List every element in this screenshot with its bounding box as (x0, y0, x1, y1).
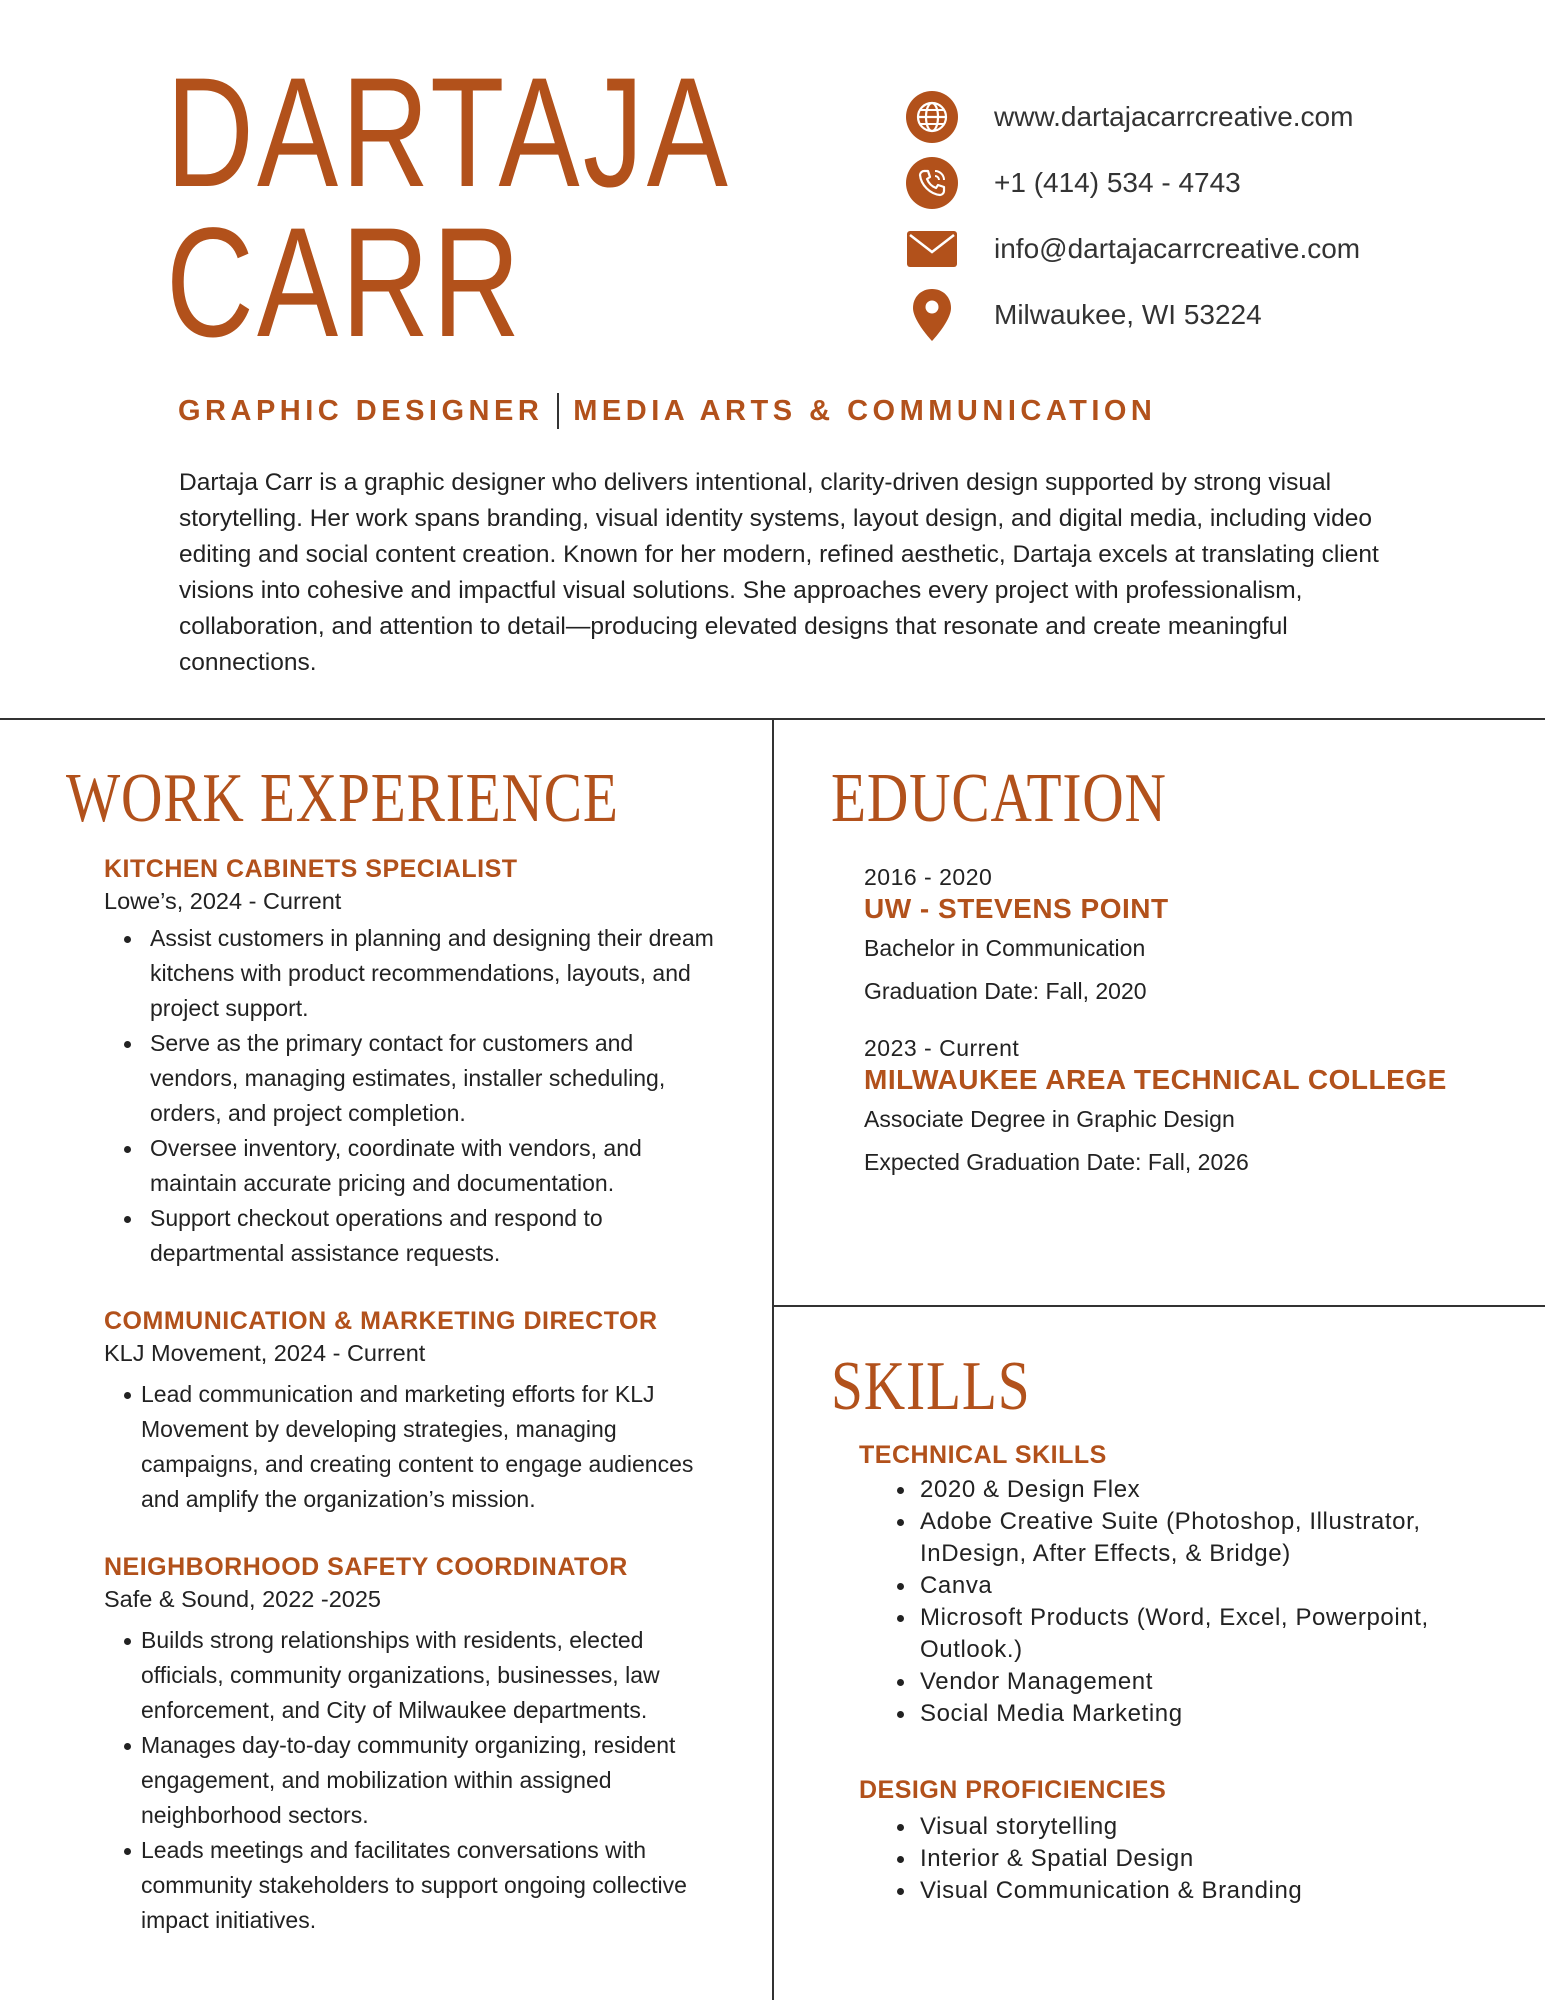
list-item: Support checkout operations and respond to departmental assistance requests. (104, 1201, 724, 1271)
education-degree: Associate Degree in Graphic Design (864, 1106, 1235, 1132)
contact-email-row (906, 216, 1526, 282)
list-item: Visual storytelling (859, 1811, 1519, 1843)
work-heading: WORK EXPERIENCE (66, 760, 619, 837)
location-pin-icon (906, 289, 958, 341)
contact-phone[interactable]: +1 (414) 534 - 4743 (994, 167, 1241, 198)
list-item: Leads meetings and facilitates conversations with community stakeholders to support ongoing collective impact initiatives. (104, 1833, 724, 1938)
technical-skills-group (859, 1441, 1519, 1730)
contact-location: Milwaukee, WI 53224 (994, 299, 1262, 330)
list-item: Visual Communication & Branding (859, 1875, 1519, 1907)
job-title: KITCHEN CABINETS SPECIALIST (104, 855, 518, 883)
list-item: Canva (859, 1570, 1519, 1602)
job-bullets (104, 921, 724, 1271)
title-left: GRAPHIC DESIGNER (178, 394, 544, 427)
design-proficiencies-list (859, 1811, 1519, 1907)
job-entry (104, 1307, 724, 1517)
contact-email[interactable]: info@dartajacarrcreative.com (994, 233, 1361, 264)
job-bullets (104, 1623, 724, 1938)
list-item: Social Media Marketing (859, 1698, 1519, 1730)
job-employer: Safe & Sound, 2022 -2025 (104, 1586, 381, 1612)
work-experience (104, 855, 724, 1974)
resume-name (166, 46, 786, 370)
name-last: CARR (166, 196, 524, 370)
education-years: 2016 - 2020 (864, 864, 993, 890)
list-item: Assist customers in planning and designing their dream kitchens with product recommendations, layouts, and project support. (104, 921, 724, 1026)
list-item: Builds strong relationships with residents, elected officials, community organizations, businesses, law enforcement, and City of Milwaukee departments. (104, 1623, 724, 1728)
title-separator (557, 393, 559, 429)
job-employer: Lowe’s, 2024 - Current (104, 888, 342, 914)
education-graduation: Expected Graduation Date: Fall, 2026 (864, 1149, 1249, 1175)
mail-icon (906, 223, 958, 275)
education-school: MILWAUKEE AREA TECHNICAL COLLEGE (864, 1064, 1447, 1095)
list-item: Lead communication and marketing efforts for KLJ Movement by developing strategies, managing campaigns, and creating content to engage audiences and amplify the organization’s mission. (104, 1377, 724, 1517)
name-first: DARTAJA (166, 46, 732, 220)
contact-website[interactable]: www.dartajacarrcreative.com (994, 101, 1354, 132)
job-bullets (104, 1377, 724, 1517)
technical-skills-heading: TECHNICAL SKILLS (859, 1441, 1107, 1469)
skills-section (859, 1441, 1519, 1953)
list-item: Serve as the primary contact for customers and vendors, managing estimates, installer scheduling, orders, and project completion. (104, 1026, 724, 1131)
education-section (864, 864, 1504, 1206)
job-title-line (178, 393, 1156, 429)
contact-phone-row (906, 150, 1526, 216)
summary-paragraph: Dartaja Carr is a graphic designer who delivers intentional, clarity-driven design supported by strong visual storytelling. Her work spans branding, visual identity systems, layout design, and digital media, including video editing and social content creation. Known for her modern, refined aesthetic, Dartaja excels at translating client visions into cohesive and impactful visual solutions. She approaches every project with professionalism, collaboration, and attention to detail—producing elevated designs that resonate and create meaningful connections. (179, 469, 1379, 676)
globe-icon (906, 91, 958, 143)
education-heading: EDUCATION (831, 760, 1167, 837)
job-employer: KLJ Movement, 2024 - Current (104, 1340, 426, 1366)
job-entry (104, 1553, 724, 1938)
contact-website-row (906, 84, 1526, 150)
contact-location-row (906, 282, 1526, 348)
job-title: NEIGHBORHOOD SAFETY COORDINATOR (104, 1553, 628, 1581)
column-divider (772, 718, 774, 2000)
contact-block (906, 84, 1526, 348)
list-item: Oversee inventory, coordinate with vendors, and maintain accurate pricing and documentation. (104, 1131, 724, 1201)
list-item: Vendor Management (859, 1666, 1519, 1698)
list-item: 2020 & Design Flex (859, 1474, 1519, 1506)
job-title: COMMUNICATION & MARKETING DIRECTOR (104, 1307, 658, 1335)
phone-icon (906, 157, 958, 209)
list-item: Manages day-to-day community organizing, resident engagement, and mobilization within assigned neighborhood sectors. (104, 1728, 724, 1833)
technical-skills-list (859, 1474, 1519, 1730)
education-degree: Bachelor in Communication (864, 935, 1146, 961)
job-entry (104, 855, 724, 1271)
education-skills-divider (772, 1305, 1545, 1307)
design-proficiencies-group (859, 1776, 1519, 1907)
education-entry (864, 1035, 1504, 1176)
design-proficiencies-heading: DESIGN PROFICIENCIES (859, 1776, 1167, 1804)
education-years: 2023 - Current (864, 1035, 1020, 1061)
list-item: Adobe Creative Suite (Photoshop, Illustrator, InDesign, After Effects, & Bridge) (859, 1506, 1519, 1570)
education-entry (864, 864, 1504, 1005)
title-right: MEDIA ARTS & COMMUNICATION (573, 394, 1157, 427)
skills-heading: SKILLS (831, 1348, 1031, 1425)
education-graduation: Graduation Date: Fall, 2020 (864, 978, 1147, 1004)
list-item: Interior & Spatial Design (859, 1843, 1519, 1875)
list-item: Microsoft Products (Word, Excel, Powerpoint, Outlook.) (859, 1602, 1519, 1666)
education-school: UW - STEVENS POINT (864, 893, 1169, 924)
